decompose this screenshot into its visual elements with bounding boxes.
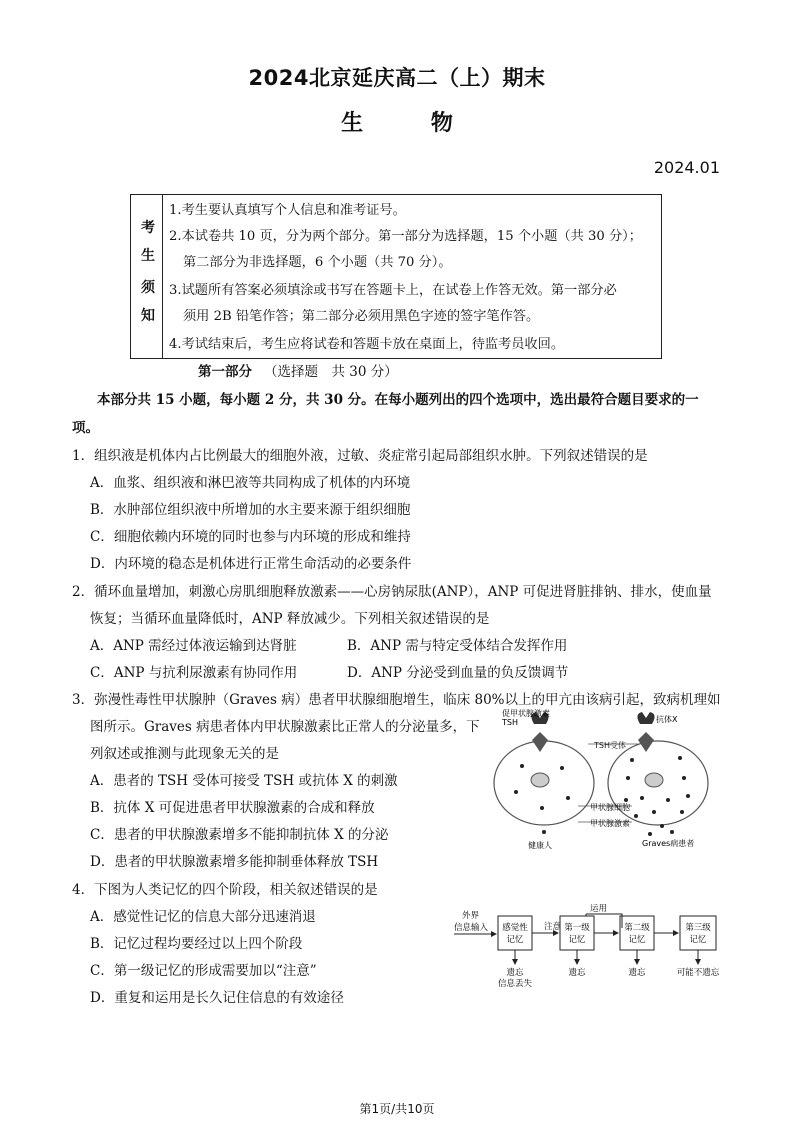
question-2-stem-cont: 恢复；当循环血量降低时，ANP 释放减少。下列相关叙述错误的是 [90,611,490,627]
memory-stages-diagram [452,904,724,994]
tsh-label-abbr: TSH [502,718,518,727]
notice-item: 须用 2B 铅笔作答；第二部分必须用黑色字迹的签字笔作答。 [183,309,540,324]
page-footer: 第1页/共10页 [359,1102,435,1116]
input-label-cont: 信息输入 [454,923,489,933]
question-3-option-d: D．患者的甲状腺激素增多能抑制垂体释放 TSH [90,854,379,870]
question-3-stem-cont: 图所示。Graves 病患者体内甲状腺激素比正常人的分泌量多，下 [90,719,480,735]
tsh-label: 促甲状腺激素 [502,709,550,718]
sensory-memory-label-cont: 记忆 [506,935,524,945]
healthy-person-label: 健康人 [528,841,552,850]
notice-item: 4.考试结束后，考生应将试卷和答题卡放在桌面上，待监考员收回。 [169,337,565,352]
healthy-cell-nucleus [531,773,549,787]
notice-item: 2.本试卷共 10 页，分为两个部分。第一部分为选择题，15 个小题（共 30 分）； [169,229,642,244]
forget-label: 遗忘 [568,968,586,978]
attention-label: 注意 [544,922,562,932]
question-4-option-a: A．感觉性记忆的信息大部分迅速消退 [90,909,316,925]
notice-label-char: 生 [141,248,155,264]
third-memory-label: 第三级 [685,923,711,933]
question-3-stem: 3．弥漫性毒性甲状腺肿（Graves 病）患者甲状腺细胞增生，临床 80%以上的甲亢由该病引起，致病机理如 [72,692,721,708]
notice-label-char: 知 [141,308,155,324]
section-intro-cont: 项。 [72,420,99,436]
antibody-label: 抗体X [656,715,678,724]
antibody-icon [637,712,654,724]
exam-date: 2024.01 [653,158,720,177]
notice-label-char: 考 [141,220,155,236]
question-2-option-c: C．ANP 与抗利尿激素有协同作用 [90,665,298,681]
question-3-option-b: B．抗体 X 可促进患者甲状腺激素的合成和释放 [90,800,375,816]
candidate-notice-box [130,194,662,359]
first-memory-label: 第一级 [564,923,590,933]
maybe-not-forget-label: 可能不遗忘 [676,968,720,978]
forget-label: 遗忘 [628,968,646,978]
second-memory-label: 第二级 [624,923,650,933]
use-label: 运用 [590,904,608,914]
question-1-option-b: B．水肿部位组织液中所增加的水主要来源于组织细胞 [90,502,411,518]
question-4-option-c: C．第一级记忆的形成需要加以“注意” [90,963,317,979]
section-title [198,360,398,380]
question-3-stem-cont2: 列叙述或推测与此现象无关的是 [90,746,279,762]
question-3-option-a: A．患者的 TSH 受体可接受 TSH 或抗体 X 的刺激 [90,773,398,789]
question-4-option-d: D．重复和运用是长久记住信息的有效途径 [90,990,344,1006]
sensory-memory-label: 感觉性 [502,923,528,933]
question-1-option-a: A．血浆、组织液和淋巴液等共同构成了机体的内环境 [90,475,411,491]
patient-label: Graves病患者 [642,839,695,848]
notice-label-char: 须 [141,280,155,296]
section-title-sub: （选择题 共 30 分） [264,364,398,380]
input-label: 外界 [462,911,480,921]
section-intro: 本部分共 15 小题，每小题 2 分，共 30 分。在每小题列出的四个选项中，选出最符合题目要求的一 [97,392,699,408]
notice-item: 3.试题所有答案必须填涂或书写在答题卡上，在试卷上作答无效。第一部分必 [169,283,617,298]
hormone-label: 甲状腺激素 [590,819,630,828]
question-4-stem: 4．下图为人类记忆的四个阶段，相关叙述错误的是 [72,882,378,898]
question-2-option-b: B．ANP 需与特定受体结合发挥作用 [347,638,568,654]
patient-cell-nucleus [645,773,663,787]
notice-item: 第二部分为非选择题，6 个小题（共 70 分）。 [183,255,452,270]
question-2-stem: 2．循环血量增加，刺激心房肌细胞释放激素——心房钠尿肽(ANP），ANP 可促进肾脏排钠、排水，使血量 [72,584,712,600]
graves-disease-figure [492,708,732,854]
question-1-option-c: C．细胞依赖内环境的同时也参与内环境的形成和维持 [90,529,411,545]
exam-subject: 生 物 [341,111,483,136]
question-2-option-d: D．ANP 分泌受到血量的负反馈调节 [347,665,569,681]
question-1-stem: 1．组织液是机体内占比例最大的细胞外液，过敏、炎症常引起局部组织水肿。下列叙述错误的是 [72,448,648,464]
notice-label [131,195,163,358]
question-2-option-a: A．ANP 需经过体液运输到达肾脏 [90,638,297,654]
notice-item: 1.考生要认真填写个人信息和准考证号。 [169,203,406,218]
section-title-main: 第一部分 [198,364,252,380]
question-4-option-b: B．记忆过程均要经过以上四个阶段 [90,936,303,952]
cell-label: 甲状腺细胞 [590,803,630,812]
question-1-option-d: D．内环境的稳态是机体进行正常生命活动的必要条件 [90,556,412,572]
receptor-label: TSH受体 [594,741,626,750]
question-3-option-c: C．患者的甲状腺激素增多不能抑制抗体 X 的分泌 [90,827,389,843]
forget-label: 遗忘 [506,968,524,978]
exam-title: 2024北京延庆高二（上）期末 [248,66,546,90]
third-memory-label-cont: 记忆 [689,935,707,945]
first-memory-label-cont: 记忆 [568,935,586,945]
info-lost-label: 信息丢失 [497,979,533,989]
second-memory-label-cont: 记忆 [628,935,646,945]
